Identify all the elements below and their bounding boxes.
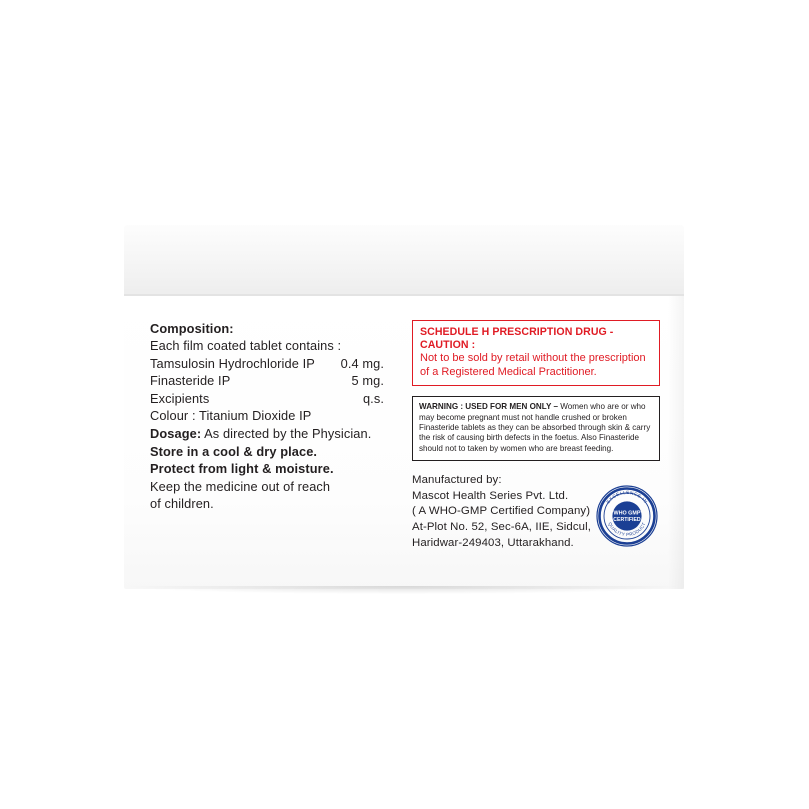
protect-line: Protect from light & moisture.: [150, 461, 334, 477]
manufacturer-name: Mascot Health Series Pvt. Ltd.: [412, 489, 569, 502]
ingredient-amount: 0.4 mg.: [340, 355, 384, 371]
storage-line: Store in a cool & dry place.: [150, 443, 318, 459]
who-gmp-certified-seal-icon: [596, 485, 658, 547]
warnings-panel: [412, 320, 662, 551]
keep-away-line-2: of children.: [150, 496, 214, 512]
ingredient-amount: q.s.: [362, 390, 384, 406]
dosage-label: Dosage:: [150, 426, 202, 442]
warning-text: Women who are or who may become pregnant must not handle crushed or broken Finasteride tablets as they can be absorbed through skin & carry the risk of causing birth defects in the foetus. Also Finasteride should not to taken by women who are breast feeding.: [419, 402, 651, 453]
composition-panel: [150, 320, 402, 512]
carton-top-face: [124, 224, 684, 296]
manufacturer-label: Manufactured by:: [412, 474, 502, 487]
ingredient-name: Finasteride IP: [150, 373, 231, 389]
composition-intro: Each film coated tablet contains :: [150, 338, 342, 354]
svg-text:EXCELLENCE IN: EXCELLENCE IN: [605, 489, 649, 505]
schedule-h-title: SCHEDULE H PRESCRIPTION DRUG - CAUTION :: [420, 326, 614, 351]
medicine-carton: [124, 224, 684, 589]
manufacturer-address-line-1: At-Plot No. 52, Sec-6A, IIE, Sidcul,: [412, 521, 591, 533]
manufacturer-address-line-2: Haridwar-249403, Uttarakhand.: [412, 536, 574, 549]
ingredient-name: Excipients: [150, 390, 210, 406]
carton-drop-shadow: [130, 586, 678, 594]
ingredient-row: [150, 355, 384, 372]
ingredient-row: [150, 372, 384, 389]
colour-line: Colour : Titanium Dioxide IP: [150, 408, 312, 424]
warning-paragraph: [419, 402, 653, 454]
dosage-value: As directed by the Physician.: [204, 426, 372, 442]
schedule-h-box: [412, 320, 660, 386]
ingredient-amount: 5 mg.: [351, 373, 384, 389]
svg-text:WHO GMP: WHO GMP: [613, 510, 641, 517]
schedule-h-line-1: Not to be sold by retail without the prescription: [420, 352, 646, 364]
warning-heading: WARNING : USED FOR MEN ONLY –: [419, 402, 558, 412]
svg-text:QUALITY PRODUCT: QUALITY PRODUCT: [607, 521, 647, 538]
manufacturer-certification: ( A WHO-GMP Certified Company): [412, 505, 591, 518]
composition-heading: Composition:: [150, 321, 234, 336]
keep-away-line-1: Keep the medicine out of reach: [150, 478, 331, 494]
svg-text:CERTIFIED: CERTIFIED: [613, 517, 641, 524]
ingredient-row: [150, 390, 384, 407]
dosage-line: [150, 425, 402, 442]
men-only-warning-box: [412, 396, 660, 461]
schedule-h-line-2: of a Registered Medical Practitioner.: [420, 365, 597, 378]
manufacturer-block: [412, 473, 602, 551]
ingredient-name: Tamsulosin Hydrochloride IP: [150, 355, 315, 371]
carton-right-shading: [668, 296, 684, 589]
